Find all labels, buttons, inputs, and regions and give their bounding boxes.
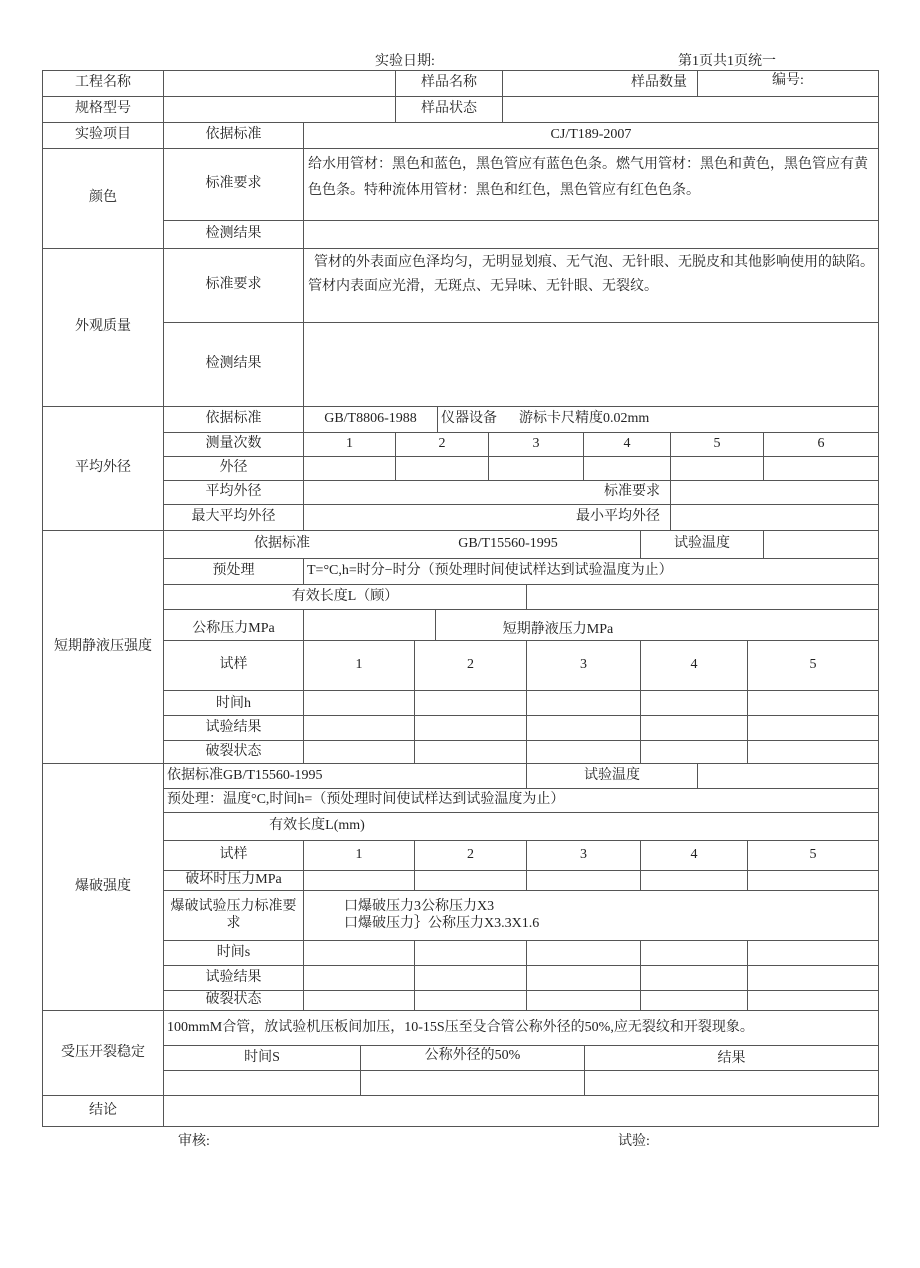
count-number: 2 [395, 432, 489, 457]
avg-od-instrument [437, 406, 879, 433]
burst-value [526, 940, 641, 966]
crack-time-label: 时间S [163, 1045, 361, 1071]
burst-value [303, 940, 415, 966]
color-req-label: 标准要求 [163, 148, 304, 221]
count-number: 6 [763, 432, 879, 457]
burst-sample-label: 试样 [163, 840, 304, 871]
avg-od-basis-label: 依据标准 [163, 406, 304, 433]
standard-value: CJ/T189-2007 [303, 122, 879, 149]
hydro-value [526, 715, 641, 741]
experiment-date-label: 实验日期: [375, 54, 435, 69]
hydro-value [414, 715, 527, 741]
burst-req-options-part: 口爆破压力｝公称压力X3.3X1.6 [344, 915, 540, 931]
hydro-value [303, 740, 415, 764]
hydro-value [640, 740, 748, 764]
od-value [763, 456, 879, 481]
crack-od50-value [360, 1070, 585, 1096]
burst-value [303, 990, 415, 1011]
avg-od-label: 平均外径 [163, 480, 304, 505]
hydro-value [526, 690, 641, 716]
count-number: 1 [303, 432, 396, 457]
crack-result-label: 结果 [584, 1045, 879, 1071]
hydro-result-label: 试验结果 [163, 715, 304, 741]
number-label: 编号: [697, 70, 879, 97]
od-value [303, 456, 396, 481]
burst-value [414, 870, 527, 891]
color-req-text: 给水用管材：黑色和蓝色，黑色管应有蓝色色条。燃气用管材：黑色和黄色，黑色管应有黄色色条。特种流体用管材：黑色和红色，黑色管应有红色色条。 [303, 148, 879, 221]
appearance-req-text-part: 管材内表面应光滑，无斑点、无异味、无针眼、无裂纹。 [308, 279, 658, 294]
hydro-value [747, 740, 879, 764]
appearance-result-label: 检测结果 [163, 322, 304, 407]
od-value [488, 456, 584, 481]
hydro-sample-number: 2 [414, 640, 527, 691]
hydro-time-label: 时间h [163, 690, 304, 716]
burst-sample-number: 1 [303, 840, 415, 871]
hydro-value [303, 715, 415, 741]
burst-value [640, 940, 748, 966]
burst-value [640, 990, 748, 1011]
burst-sample-number: 5 [747, 840, 879, 871]
hydro-section-label: 短期静液压强度 [42, 530, 164, 764]
max-avg-od-label: 最大平均外径 [163, 504, 304, 531]
count-label: 测量次数 [163, 432, 304, 457]
appearance-result-value [303, 322, 879, 407]
burst-sample-number: 4 [640, 840, 748, 871]
sample-qty-label: 样品数量 [502, 70, 698, 97]
hydro-value [414, 740, 527, 764]
od-label: 外径 [163, 456, 304, 481]
color-result-label: 检测结果 [163, 220, 304, 249]
project-name-value [163, 70, 396, 97]
appearance-req-text [303, 248, 879, 323]
hydro-length-label: 有效长度L（顾） [163, 584, 527, 610]
test-item-header: 实验项目 [42, 122, 164, 149]
count-number: 3 [488, 432, 584, 457]
burst-temp-label: 试验温度 [526, 763, 698, 789]
appearance-req-text-part: 管材的外表面应色泽均匀，无明显划痕、无气泡、无针眼、无脱皮和其他影响使用的缺陷。 [314, 255, 874, 270]
burst-sample-number: 3 [526, 840, 641, 871]
burst-temp-value [697, 763, 879, 789]
hydro-value [640, 715, 748, 741]
conclusion-label: 结论 [42, 1095, 164, 1127]
sample-state-label: 样品状态 [395, 96, 503, 123]
hydro-fracture-label: 破裂状态 [163, 740, 304, 764]
hydro-pressure-label: 短期静液压力MPa [502, 622, 614, 638]
avg-od-req-label: 标准要求 [303, 480, 671, 505]
burst-value [640, 870, 748, 891]
hydro-sample-number: 1 [303, 640, 415, 691]
project-name-label: 工程名称 [42, 70, 164, 97]
hydro-temp-value [763, 530, 879, 559]
crack-section-label: 受压开裂稳定 [42, 1010, 164, 1096]
hydro-value [526, 740, 641, 764]
burst-value [414, 940, 527, 966]
hydro-value [303, 690, 415, 716]
burst-value [747, 990, 879, 1011]
burst-length-label: 有效长度L(mm) [269, 818, 365, 834]
burst-value [414, 965, 527, 991]
conclusion-value [163, 1095, 879, 1127]
color-section-label: 颜色 [42, 148, 164, 249]
burst-section-label: 爆破强度 [42, 763, 164, 1011]
burst-value [303, 870, 415, 891]
hydro-standard: GB/T15560-1995 [458, 536, 558, 552]
basis-header: 依据标准 [163, 122, 304, 149]
burst-value [303, 965, 415, 991]
crack-req-text: 100mmM合管，放试验机压板间加压，10-15S压至殳合管公称外径的50%,应无裂纹和开裂现象。 [163, 1010, 879, 1046]
burst-value [640, 965, 748, 991]
burst-basis: 依据标准GB/T15560-1995 [163, 763, 527, 789]
hydro-value [640, 690, 748, 716]
burst-pressure-label: 破坏时压力MPa [163, 870, 304, 891]
hydro-sample-number: 5 [747, 640, 879, 691]
sample-name-label: 样品名称 [395, 70, 503, 97]
burst-req-options [303, 890, 879, 941]
avg-od-instrument-part: 仪器设备 [441, 411, 497, 427]
burst-value [526, 990, 641, 1011]
burst-req-label: 爆破试验压力标准要求 [163, 890, 304, 941]
burst-req-options-part: 口爆破压力3公称压力X3 [344, 898, 495, 914]
burst-value [414, 990, 527, 1011]
avg-od-req-value [670, 480, 879, 505]
hydro-pre-label: 预处理 [163, 558, 304, 585]
reviewer-label: 审核: [178, 1134, 210, 1149]
min-avg-od-value [670, 504, 879, 531]
crack-result-value [584, 1070, 879, 1096]
burst-value [747, 965, 879, 991]
appearance-req-label: 标准要求 [163, 248, 304, 323]
burst-value [526, 870, 641, 891]
hydro-temp-label: 试验温度 [640, 530, 764, 559]
tester-label: 试验: [618, 1134, 650, 1149]
nominal-pressure-value [303, 609, 436, 641]
burst-time-label: 时间s [163, 940, 304, 966]
spec-label: 规格型号 [42, 96, 164, 123]
avg-od-section-label: 平均外径 [42, 406, 164, 531]
appearance-section-label: 外观质量 [42, 248, 164, 407]
hydro-sample-label: 试样 [163, 640, 304, 691]
hydro-value [414, 690, 527, 716]
color-result-value [303, 220, 879, 249]
burst-value [747, 940, 879, 966]
hydro-value [747, 715, 879, 741]
burst-result-label: 试验结果 [163, 965, 304, 991]
od-value [670, 456, 764, 481]
od-value [583, 456, 671, 481]
hydro-length-value [526, 584, 879, 610]
hydro-basis-label: 依据标准 [254, 536, 310, 552]
count-number: 4 [583, 432, 671, 457]
nominal-pressure-label: 公称压力MPa [163, 609, 304, 641]
burst-value [747, 870, 879, 891]
burst-fracture-label: 破裂状态 [163, 990, 304, 1011]
min-avg-od-label: 最小平均外径 [303, 504, 671, 531]
crack-time-value [163, 1070, 361, 1096]
hydro-sample-number: 3 [526, 640, 641, 691]
avg-od-standard: GB/T8806-1988 [303, 406, 438, 433]
count-number: 5 [670, 432, 764, 457]
crack-od50-label: 公称外径的50% [360, 1045, 585, 1071]
sample-state-value [502, 96, 879, 123]
burst-value [526, 965, 641, 991]
spec-value [163, 96, 396, 123]
page-info: 第1页共1页统一 [678, 54, 776, 69]
hydro-pre-text: T=°C,h=时分−时分（预处理时间使试样达到试验温度为止） [303, 558, 879, 585]
avg-od-instrument-part: 游标卡尺精度0.02mm [519, 411, 650, 427]
burst-pre-text: 预处理：温度°C,时间h=（预处理时间使试样达到试验温度为止） [163, 788, 879, 813]
hydro-value [747, 690, 879, 716]
hydro-sample-number: 4 [640, 640, 748, 691]
burst-sample-number: 2 [414, 840, 527, 871]
od-value [395, 456, 489, 481]
